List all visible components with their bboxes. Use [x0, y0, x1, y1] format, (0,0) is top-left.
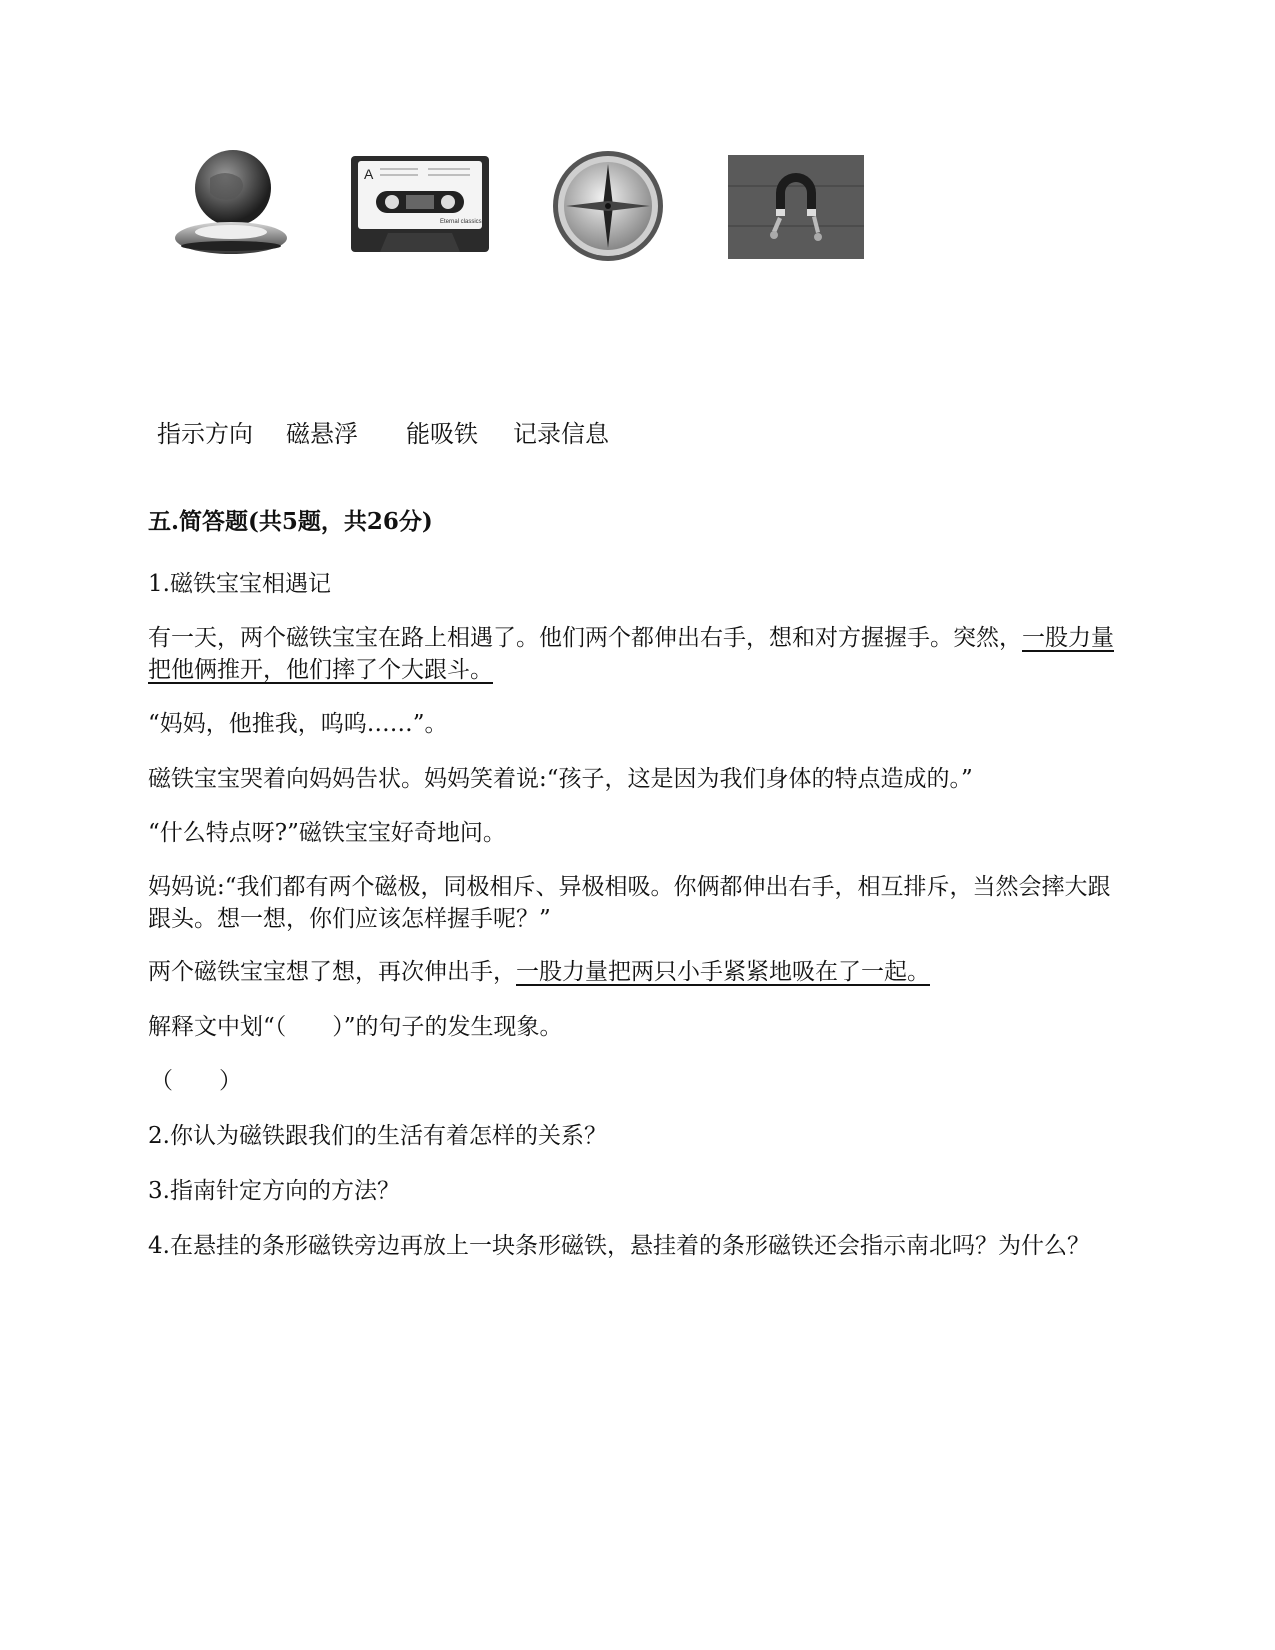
picture-row — [0, 0, 1275, 300]
answer-blank[interactable]: （ ） — [150, 1068, 242, 1094]
label-levitation: 磁悬浮 — [286, 420, 358, 448]
cassette-side-label: A — [364, 166, 374, 182]
paragraph-1-underlined: 一股力量把他俩推开，他们摔了个大跟斗。 — [148, 625, 1114, 683]
cassette-brand-text: Eternal classics — [440, 219, 482, 225]
question-1-paragraph-6 — [148, 956, 1128, 988]
question-1-paragraph-1 — [148, 622, 1128, 686]
horseshoe-magnet-image — [728, 155, 864, 259]
levitation-globe-image — [170, 148, 292, 260]
question-3: 3.指南针定方向的方法？ — [148, 1178, 400, 1204]
question-1-paragraph-5: 妈妈说:“我们都有两个磁极，同极相斥、异极相吸。你俩都伸出右手，相互排斥，当然会摔大跟跟头。想一想，你们应该怎样握手呢？” — [148, 874, 1111, 932]
cassette-tape-image — [350, 155, 490, 253]
question-4: 4.在悬挂的条形磁铁旁边再放上一块条形磁铁，悬挂着的条形磁铁还会指示南北吗？为什么？ — [148, 1233, 1090, 1259]
compass-image — [552, 150, 664, 262]
question-2: 2.你认为磁铁跟我们的生活有着怎样的关系？ — [148, 1123, 607, 1149]
paragraph-1-text: 有一天，两个磁铁宝宝在路上相遇了。他们两个都伸出右手，想和对方握握手。突然， — [148, 625, 1022, 651]
label-direction: 指示方向 — [157, 420, 253, 448]
paragraph-6-text: 两个磁铁宝宝想了想，再次伸出手， — [148, 959, 516, 985]
label-record-info: 记录信息 — [513, 420, 609, 448]
question-1-title: 1.磁铁宝宝相遇记 — [148, 571, 331, 597]
question-1-paragraph-3: 磁铁宝宝哭着向妈妈告状。妈妈笑着说:“孩子，这是因为我们身体的特点造成的。” — [148, 766, 973, 792]
question-1-prompt: 解释文中划“（ ）”的句子的发生现象。 — [148, 1014, 563, 1040]
label-attract-iron: 能吸铁 — [406, 420, 478, 448]
question-1-paragraph-4: “什么特点呀?”磁铁宝宝好奇地问。 — [148, 820, 506, 846]
section-heading: 五.简答题(共5题，共26分) — [148, 508, 433, 535]
question-1-paragraph-2: “妈妈，他推我，呜呜……”。 — [148, 711, 448, 737]
paragraph-6-underlined: 一股力量把两只小手紧紧地吸在了一起。 — [516, 959, 930, 985]
